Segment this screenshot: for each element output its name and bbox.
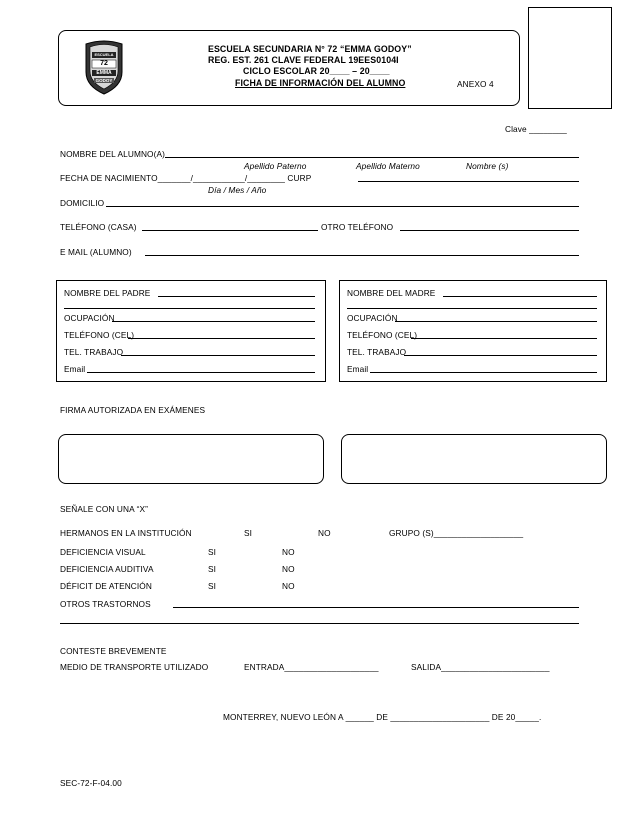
- mother-name-field-2[interactable]: [347, 308, 597, 309]
- father-name-field-2[interactable]: [64, 308, 315, 309]
- mother-name-field[interactable]: [443, 296, 597, 297]
- attention-label: DÉFICIT DE ATENCIÓN: [60, 581, 152, 591]
- mother-work-field[interactable]: [404, 355, 597, 356]
- attention-yes[interactable]: SI: [208, 581, 217, 591]
- father-work-field[interactable]: [121, 355, 315, 356]
- home-phone-label: TELÉFONO (CASA): [60, 222, 137, 232]
- siblings-no[interactable]: NO: [318, 528, 331, 538]
- visual-label: DEFICIENCIA VISUAL: [60, 547, 146, 557]
- email-field[interactable]: [145, 255, 579, 256]
- logo-text-1: ESCUELA: [94, 52, 114, 57]
- mother-occupation-label: OCUPACIÓN: [347, 313, 398, 323]
- student-name-label: NOMBRE DEL ALUMNO(A): [60, 149, 165, 159]
- other-phone-label: OTRO TELÉFONO: [321, 222, 394, 232]
- mother-email-label: Email: [347, 364, 369, 374]
- clave-field[interactable]: Clave ________: [505, 124, 567, 134]
- sub-maternal: Apellido Materno: [356, 161, 420, 171]
- siblings-group-field[interactable]: GRUPO (S)___________________: [389, 528, 524, 538]
- birth-curp-label: FECHA DE NACIMIENTO_______/___________/________ CURP: [60, 173, 312, 183]
- other-disorders-field-2[interactable]: [60, 623, 579, 624]
- transport-exit-field[interactable]: SALIDA_______________________: [411, 662, 550, 672]
- sub-names: Nombre (s): [466, 161, 509, 171]
- school-shield-logo: [82, 38, 126, 96]
- father-occupation-label: OCUPACIÓN: [64, 313, 115, 323]
- mother-occupation-field[interactable]: [395, 321, 597, 322]
- student-name-field[interactable]: [165, 157, 579, 158]
- siblings-label: HERMANOS EN LA INSTITUCIÓN: [60, 528, 192, 538]
- address-field[interactable]: [106, 206, 579, 207]
- birth-sub: Día / Mes / Año: [208, 185, 267, 195]
- transport-entry-field[interactable]: ENTRADA____________________: [244, 662, 379, 672]
- mother-work-label: TEL. TRABAJO: [347, 347, 407, 357]
- siblings-yes[interactable]: SI: [244, 528, 253, 538]
- mother-cell-label: TELÉFONO (CEL): [347, 330, 418, 340]
- home-phone-field[interactable]: [142, 230, 318, 231]
- signature-box-mother[interactable]: [341, 434, 607, 484]
- email-label: E MAIL (ALUMNO): [60, 247, 132, 257]
- father-name-field[interactable]: [158, 296, 315, 297]
- place-date-line[interactable]: MONTERREY, NUEVO LEÓN A ______ DE _____________________ DE 20_____.: [223, 712, 542, 722]
- logo-text-4: GODOY: [95, 78, 113, 83]
- mother-cell-field[interactable]: [411, 338, 597, 339]
- logo-text-2: 72: [100, 60, 108, 67]
- curp-field[interactable]: [358, 181, 579, 182]
- address-label: DOMICILIO: [60, 198, 105, 208]
- auditory-label: DEFICIENCIA AUDITIVA: [60, 564, 154, 574]
- auditory-no[interactable]: NO: [282, 564, 295, 574]
- auditory-yes[interactable]: SI: [208, 564, 217, 574]
- form-title: FICHA DE INFORMACIÓN DEL ALUMNO: [235, 78, 406, 88]
- sub-paternal: Apellido Paterno: [244, 161, 307, 171]
- visual-yes[interactable]: SI: [208, 547, 217, 557]
- father-cell-field[interactable]: [128, 338, 315, 339]
- mother-email-field[interactable]: [370, 372, 597, 373]
- registration-line: REG. EST. 261 CLAVE FEDERAL 19EES0104I: [208, 55, 399, 65]
- transport-label: MEDIO DE TRANSPORTE UTILIZADO: [60, 662, 209, 672]
- photo-box[interactable]: [528, 7, 612, 109]
- father-email-field[interactable]: [87, 372, 315, 373]
- signature-label: FIRMA AUTORIZADA EN EXÁMENES: [60, 405, 206, 415]
- signature-box-father[interactable]: [58, 434, 324, 484]
- other-disorders-field[interactable]: [173, 607, 579, 608]
- footer-code: SEC-72-F-04.00: [60, 778, 122, 788]
- other-disorders-label: OTROS TRASTORNOS: [60, 599, 151, 609]
- father-work-label: TEL. TRABAJO: [64, 347, 124, 357]
- attention-no[interactable]: NO: [282, 581, 295, 591]
- answer-section-title: CONTESTE BREVEMENTE: [60, 646, 167, 656]
- visual-no[interactable]: NO: [282, 547, 295, 557]
- father-name-label: NOMBRE DEL PADRE: [64, 288, 151, 298]
- school-cycle: CICLO ESCOLAR 20____ – 20____: [243, 66, 390, 76]
- father-email-label: Email: [64, 364, 86, 374]
- mother-name-label: NOMBRE DEL MADRE: [347, 288, 436, 298]
- father-occupation-field[interactable]: [112, 321, 315, 322]
- annex-label: ANEXO 4: [457, 79, 494, 89]
- mark-section-title: SEÑALE CON UNA “X”: [60, 504, 149, 514]
- father-cell-label: TELÉFONO (CEL): [64, 330, 135, 340]
- school-name: ESCUELA SECUNDARIA N° 72 “EMMA GODOY”: [208, 44, 412, 54]
- other-phone-field[interactable]: [400, 230, 579, 231]
- logo-text-3: EMMA: [96, 70, 112, 76]
